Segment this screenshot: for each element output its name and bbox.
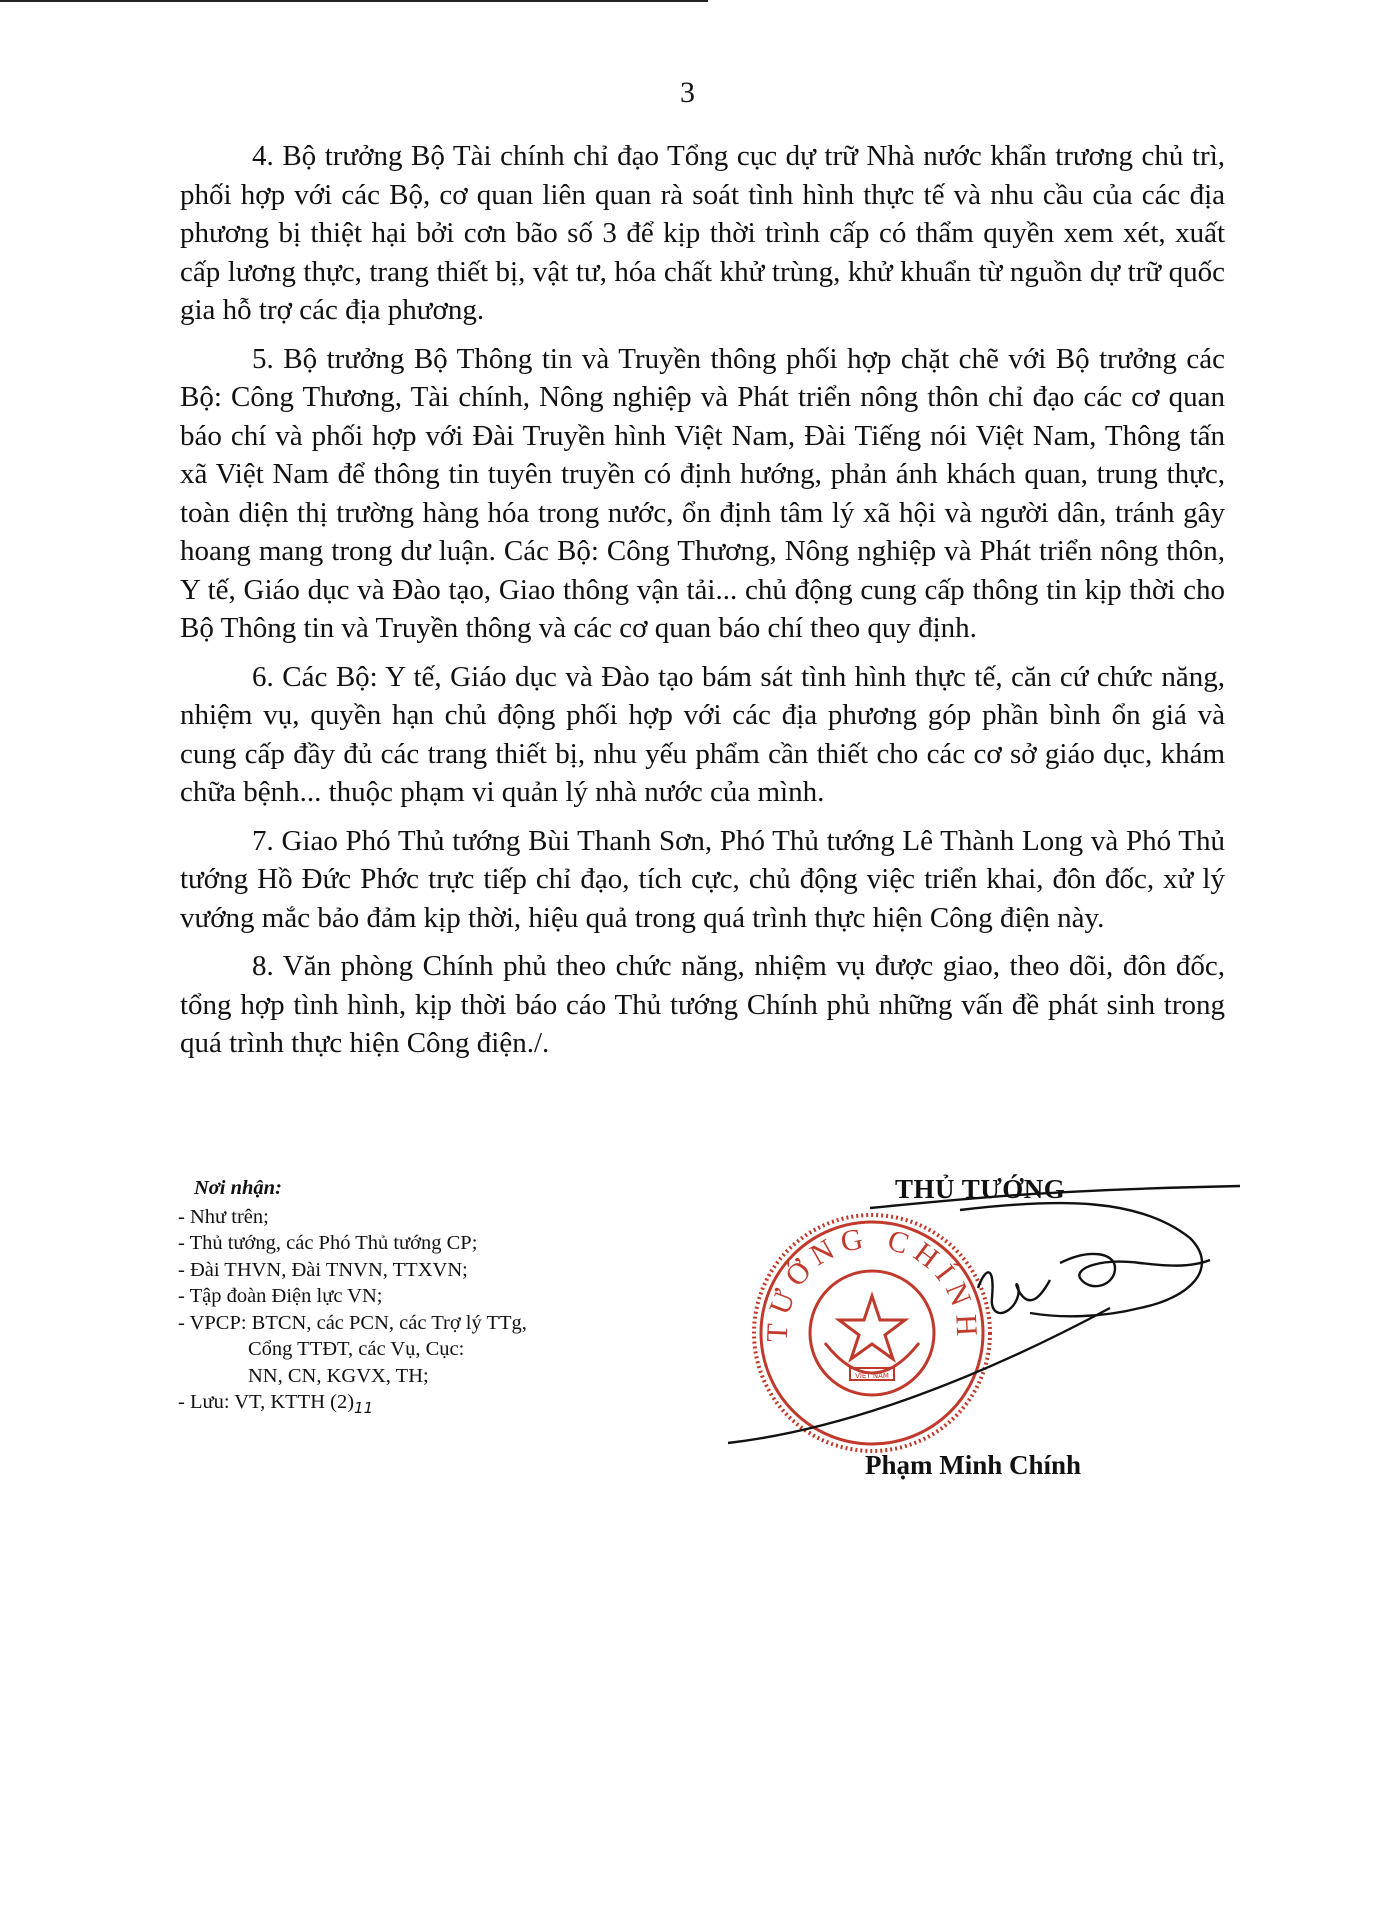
recipient-item: - Tập đoàn Điện lực VN; [178,1285,383,1307]
recipients-heading: Nơi nhận: [194,1177,282,1199]
paragraph-7: 7. Giao Phó Thủ tướng Bùi Thanh Sơn, Phó Thủ tướng Lê Thành Long và Phó Thủ tướng Hồ Đức Phớc trực tiếp chỉ đạo, tích cực, chủ động việc triển khai, đôn đốc, xử lý vướng mắc bảo đảm kịp thời, hiệu quả trong quá trình thực hiện Công điện này. [180,824,1225,934]
signature-stroke-tail [1060,1254,1210,1286]
signature-stroke-diagonal [728,1308,1110,1443]
paragraph-4: 4. Bộ trưởng Bộ Tài chính chỉ đạo Tổng cục dự trữ Nhà nước khẩn trương chủ trì, phối hợp với các Bộ, cơ quan liên quan rà soát tình hình thực tế và nhu cầu của các địa phương bị thiệt hại bởi cơn bão số 3 để kịp thời trình cấp có thẩm quyền xem xét, xuất cấp lương thực, trang thiết bị, vật tư, hóa chất khử trùng, khử khuẩn từ nguồn dự trữ quốc gia hỗ trợ các địa phương. [180,140,1225,326]
recipient-item [178,1389,698,1422]
document-body [180,137,1225,1073]
paragraph-6: 6. Các Bộ: Y tế, Giáo dục và Đào tạo bám sát tình hình thực tế, căn cứ chức năng, nhiệm vụ, quyền hạn chủ động phối hợp với các địa phương góp phần bình ổn giá và cung cấp đầy đủ các trang thiết bị, nhu yếu phẩm cần thiết cho các cơ sở giáo dục, khám chữa bệnh... thuộc phạm vi quản lý nhà nước của mình. [180,660,1225,808]
recipient-item: - Thủ tướng, các Phó Thủ tướng CP; [178,1232,478,1254]
recipients-list [178,1175,698,1422]
paragraph-8: 8. Văn phòng Chính phủ theo chức năng, nhiệm vụ được giao, theo dõi, đôn đốc, tổng hợp tình hình, kịp thời báo cáo Thủ tướng Chính phủ những vấn đề phát sinh trong quá trình thực hiện Công điện./. [180,950,1225,1059]
page-number: 3 [680,76,695,109]
recipient-item-text: - Lưu: VT, KTTH (2) [178,1391,355,1413]
signature-stroke-loop [960,1203,1202,1316]
handwritten-mark: 11 [354,1399,374,1418]
seal-text-path: TƯỚNG CHÍNH [760,1221,984,1344]
signature-stroke-initials [978,1272,1050,1313]
handwritten-signature [720,1168,1250,1488]
recipient-item: - Như trên; [178,1205,269,1228]
top-rule [0,0,708,2]
signature-title: THỦ TƯỚNG [895,1174,1066,1204]
seal-center-text: VIỆT NAM [855,1372,889,1380]
recipient-item: NN, CN, KGVX, TH; [248,1364,429,1387]
recipient-item: - Đài THVN, Đài TNVN, TTXVN; [178,1258,468,1281]
signature-block [720,1168,1250,1498]
signatory-name: Phạm Minh Chính [865,1450,1082,1480]
recipient-item: Cổng TTĐT, các Vụ, Cục: [248,1338,465,1360]
recipient-item: - VPCP: BTCN, các PCN, các Trợ lý TTg, [178,1311,527,1334]
paragraph-5: 5. Bộ trưởng Bộ Thông tin và Truyền thông phối hợp chặt chẽ với Bộ trưởng các Bộ: Công Thương, Tài chính, Nông nghiệp và Phát triển nông thôn chỉ đạo các cơ quan báo chí và phối hợp với Đài Truyền hình Việt Nam, Đài Tiếng nói Việt Nam, Thông tấn xã Việt Nam để thông tin tuyên truyền có định hướng, phản ánh khách quan, trung thực, toàn diện thị trường hàng hóa trong nước, ổn định tâm lý xã hội và người dân, tránh gây hoang mang trong dư luận. Các Bộ: Công Thương, Nông nghiệp và Phát triển nông thôn, Y tế, Giáo dục và Đào tạo, Giao thông vận tải... chủ động cung cấp thông tin kịp thời cho Bộ Thông tin và Truyền thông và các cơ quan báo chí theo quy định. [180,342,1225,644]
